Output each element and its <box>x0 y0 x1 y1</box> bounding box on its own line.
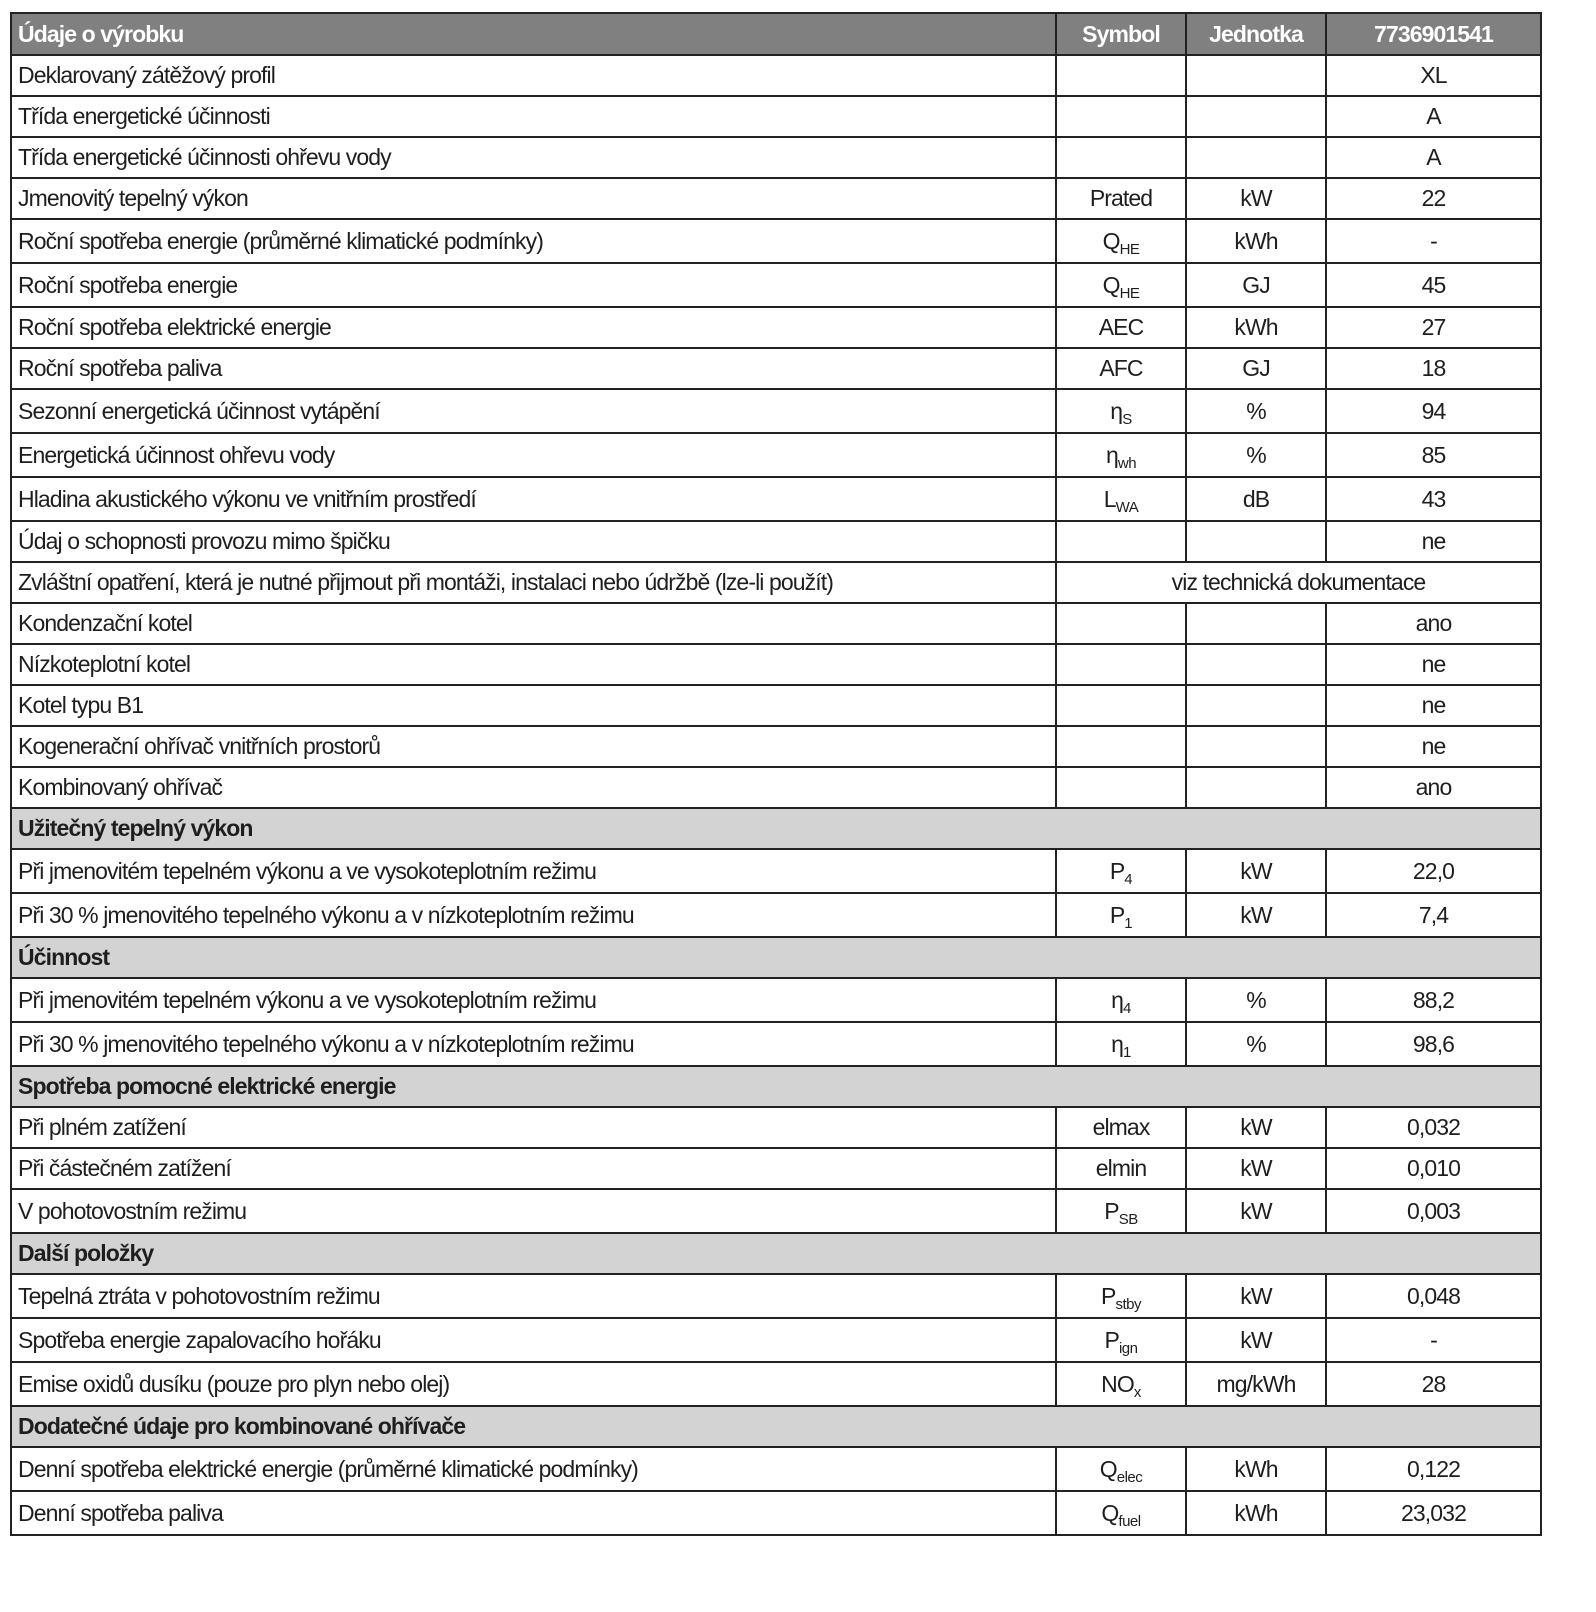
symbol-subscript: stby <box>1115 1295 1141 1313</box>
table-body <box>11 55 1541 1535</box>
row-value: 94 <box>1326 389 1541 433</box>
symbol-subscript: 1 <box>1124 914 1133 932</box>
table-row <box>11 726 1541 767</box>
table-row-special-measures <box>11 562 1541 603</box>
row-value: 18 <box>1326 348 1541 389</box>
row-value: 0,003 <box>1326 1189 1541 1233</box>
product-data-table <box>10 12 1542 1536</box>
row-symbol <box>1056 1107 1186 1148</box>
row-unit: kW <box>1186 1107 1326 1148</box>
table-row <box>11 767 1541 808</box>
row-symbol <box>1056 263 1186 307</box>
section-header-row <box>11 1066 1541 1107</box>
row-unit: kW <box>1186 849 1326 893</box>
symbol-subscript: WA <box>1115 498 1139 516</box>
row-label: Třída energetické účinnosti ohřevu vody <box>11 137 1056 178</box>
table-row <box>11 263 1541 307</box>
row-unit: kW <box>1186 1274 1326 1318</box>
section-header-row <box>11 1406 1541 1447</box>
symbol-main: η <box>1105 441 1118 468</box>
row-symbol <box>1056 978 1186 1022</box>
symbol-subscript: fuel <box>1118 1512 1141 1530</box>
section-header-row <box>11 808 1541 849</box>
row-label: Při jmenovitém tepelném výkonu a ve vysokoteplotním režimu <box>11 978 1056 1022</box>
row-value: 7,4 <box>1326 893 1541 937</box>
table-row <box>11 219 1541 263</box>
row-unit: kW <box>1186 1189 1326 1233</box>
row-symbol <box>1056 348 1186 389</box>
row-value: 22 <box>1326 178 1541 219</box>
table-row <box>11 1318 1541 1362</box>
row-unit: kWh <box>1186 1491 1326 1535</box>
row-symbol <box>1056 1491 1186 1535</box>
symbol-main: η <box>1110 397 1123 424</box>
table-row <box>11 1362 1541 1406</box>
symbol-subscript: 4 <box>1124 870 1133 888</box>
row-label: Údaj o schopnosti provozu mimo špičku <box>11 521 1056 562</box>
symbol-main: AEC <box>1098 314 1144 340</box>
symbol-main: elmin <box>1095 1155 1147 1181</box>
row-unit <box>1186 603 1326 644</box>
row-value: 28 <box>1326 1362 1541 1406</box>
row-value: 27 <box>1326 307 1541 348</box>
table-row <box>11 1447 1541 1491</box>
row-label: Při 30 % jmenovitého tepelného výkonu a v nízkoteplotním režimu <box>11 1022 1056 1066</box>
row-label: Roční spotřeba energie <box>11 263 1056 307</box>
row-value: 0,048 <box>1326 1274 1541 1318</box>
header-value: 7736901541 <box>1326 13 1541 55</box>
row-symbol <box>1056 1318 1186 1362</box>
section-title: Užitečný tepelný výkon <box>11 808 1541 849</box>
row-symbol <box>1056 389 1186 433</box>
row-label: Energetická účinnost ohřevu vody <box>11 433 1056 477</box>
symbol-main: elmax <box>1092 1114 1150 1140</box>
row-symbol <box>1056 55 1186 96</box>
table-row <box>11 1491 1541 1535</box>
row-unit: % <box>1186 1022 1326 1066</box>
table-row <box>11 307 1541 348</box>
symbol-subscript: SB <box>1118 1210 1138 1228</box>
row-unit: % <box>1186 978 1326 1022</box>
row-symbol <box>1056 685 1186 726</box>
header-unit: Jednotka <box>1186 13 1326 55</box>
symbol-main: AFC <box>1099 355 1143 381</box>
row-value: - <box>1326 1318 1541 1362</box>
row-symbol <box>1056 178 1186 219</box>
row-symbol <box>1056 1447 1186 1491</box>
row-value: 85 <box>1326 433 1541 477</box>
row-unit: kW <box>1186 893 1326 937</box>
row-label: Jmenovitý tepelný výkon <box>11 178 1056 219</box>
table-row <box>11 477 1541 521</box>
row-value: 0,032 <box>1326 1107 1541 1148</box>
row-unit: % <box>1186 389 1326 433</box>
row-label: Při plném zatížení <box>11 1107 1056 1148</box>
row-label: Spotřeba energie zapalovacího hořáku <box>11 1318 1056 1362</box>
table-row <box>11 55 1541 96</box>
table-row <box>11 348 1541 389</box>
row-label: Při 30 % jmenovitého tepelného výkonu a v nízkoteplotním režimu <box>11 893 1056 937</box>
row-unit <box>1186 644 1326 685</box>
row-value: 0,122 <box>1326 1447 1541 1491</box>
symbol-subscript: wh <box>1117 454 1137 472</box>
row-value: ano <box>1326 767 1541 808</box>
row-symbol <box>1056 137 1186 178</box>
row-symbol <box>1056 1274 1186 1318</box>
symbol-main: η <box>1111 1030 1124 1057</box>
row-unit <box>1186 685 1326 726</box>
symbol-subscript: ign <box>1118 1339 1138 1357</box>
table-row <box>11 433 1541 477</box>
table-row <box>11 178 1541 219</box>
table-row <box>11 644 1541 685</box>
row-label: Tepelná ztráta v pohotovostním režimu <box>11 1274 1056 1318</box>
symbol-main: Prated <box>1089 185 1153 211</box>
row-unit: kWh <box>1186 307 1326 348</box>
symbol-subscript: elec <box>1116 1468 1143 1486</box>
table-row <box>11 1148 1541 1189</box>
row-label: Emise oxidů dusíku (pouze pro plyn nebo olej) <box>11 1362 1056 1406</box>
table-row <box>11 96 1541 137</box>
row-value: ne <box>1326 726 1541 767</box>
row-value-merged: viz technická dokumentace <box>1056 562 1541 603</box>
row-value: ano <box>1326 603 1541 644</box>
section-header-row <box>11 937 1541 978</box>
symbol-main: P <box>1109 901 1125 928</box>
row-value: 43 <box>1326 477 1541 521</box>
table-header-row <box>11 13 1541 55</box>
row-symbol <box>1056 219 1186 263</box>
row-symbol <box>1056 893 1186 937</box>
section-title: Spotřeba pomocné elektrické energie <box>11 1066 1541 1107</box>
row-value: 0,010 <box>1326 1148 1541 1189</box>
table-row <box>11 137 1541 178</box>
row-unit: mg/kWh <box>1186 1362 1326 1406</box>
table-row <box>11 521 1541 562</box>
row-unit: % <box>1186 433 1326 477</box>
symbol-subscript: HE <box>1119 284 1140 302</box>
row-value: A <box>1326 96 1541 137</box>
symbol-main: L <box>1103 485 1116 512</box>
table-row <box>11 603 1541 644</box>
symbol-main: P <box>1101 1282 1116 1309</box>
row-label: Roční spotřeba energie (průměrné klimatické podmínky) <box>11 219 1056 263</box>
section-header-row <box>11 1233 1541 1274</box>
row-symbol <box>1056 1189 1186 1233</box>
table-row <box>11 1189 1541 1233</box>
row-unit: dB <box>1186 477 1326 521</box>
row-symbol <box>1056 1022 1186 1066</box>
row-label: Kogenerační ohřívač vnitřních prostorů <box>11 726 1056 767</box>
symbol-main: Q <box>1101 1499 1119 1526</box>
table-row <box>11 893 1541 937</box>
table-row <box>11 978 1541 1022</box>
symbol-main: Q <box>1102 227 1120 254</box>
row-unit <box>1186 137 1326 178</box>
row-label: Roční spotřeba elektrické energie <box>11 307 1056 348</box>
row-value: 23,032 <box>1326 1491 1541 1535</box>
row-label: Roční spotřeba paliva <box>11 348 1056 389</box>
row-unit: kW <box>1186 1318 1326 1362</box>
symbol-subscript: 1 <box>1123 1043 1131 1061</box>
table-row <box>11 685 1541 726</box>
row-symbol <box>1056 767 1186 808</box>
table-row <box>11 849 1541 893</box>
section-title: Účinnost <box>11 937 1541 978</box>
row-label: Deklarovaný zátěžový profil <box>11 55 1056 96</box>
row-label: Při částečném zatížení <box>11 1148 1056 1189</box>
section-title: Dodatečné údaje pro kombinované ohřívače <box>11 1406 1541 1447</box>
row-value: 22,0 <box>1326 849 1541 893</box>
row-unit: kW <box>1186 1148 1326 1189</box>
row-label: Denní spotřeba paliva <box>11 1491 1056 1535</box>
row-symbol <box>1056 849 1186 893</box>
row-label: Třída energetické účinnosti <box>11 96 1056 137</box>
row-symbol <box>1056 477 1186 521</box>
row-symbol <box>1056 307 1186 348</box>
row-unit <box>1186 767 1326 808</box>
row-symbol <box>1056 1148 1186 1189</box>
row-value: 88,2 <box>1326 978 1541 1022</box>
header-symbol: Symbol <box>1056 13 1186 55</box>
row-value: ne <box>1326 644 1541 685</box>
row-label: Hladina akustického výkonu ve vnitřním prostředí <box>11 477 1056 521</box>
row-symbol <box>1056 603 1186 644</box>
row-unit: GJ <box>1186 263 1326 307</box>
symbol-main: NO <box>1101 1370 1134 1397</box>
row-value: ne <box>1326 521 1541 562</box>
row-unit: GJ <box>1186 348 1326 389</box>
row-label: Při jmenovitém tepelném výkonu a ve vysokoteplotním režimu <box>11 849 1056 893</box>
row-label: V pohotovostním režimu <box>11 1189 1056 1233</box>
row-label: Kondenzační kotel <box>11 603 1056 644</box>
row-label: Zvláštní opatření, která je nutné přijmout při montáži, instalaci nebo údržbě (lze-li použít) <box>11 562 1056 603</box>
row-symbol <box>1056 726 1186 767</box>
row-value: 45 <box>1326 263 1541 307</box>
table-row <box>11 1022 1541 1066</box>
row-unit: kWh <box>1186 219 1326 263</box>
row-value: XL <box>1326 55 1541 96</box>
row-label: Nízkoteplotní kotel <box>11 644 1056 685</box>
symbol-subscript: HE <box>1119 240 1140 258</box>
row-label: Sezonní energetická účinnost vytápění <box>11 389 1056 433</box>
row-label: Denní spotřeba elektrické energie (průměrné klimatické podmínky) <box>11 1447 1056 1491</box>
row-label: Kombinovaný ohřívač <box>11 767 1056 808</box>
symbol-main: P <box>1104 1326 1119 1353</box>
row-unit: kW <box>1186 178 1326 219</box>
symbol-main: Q <box>1102 271 1120 298</box>
symbol-main: P <box>1109 857 1125 884</box>
header-label: Údaje o výrobku <box>11 13 1056 55</box>
row-unit: kWh <box>1186 1447 1326 1491</box>
row-value: A <box>1326 137 1541 178</box>
symbol-main: η <box>1111 986 1124 1013</box>
row-value: - <box>1326 219 1541 263</box>
row-symbol <box>1056 96 1186 137</box>
table-row <box>11 1107 1541 1148</box>
row-symbol <box>1056 521 1186 562</box>
symbol-main: Q <box>1099 1455 1117 1482</box>
symbol-subscript: x <box>1133 1383 1141 1401</box>
symbol-main: P <box>1104 1197 1119 1224</box>
symbol-subscript: S <box>1122 410 1132 428</box>
row-value: 98,6 <box>1326 1022 1541 1066</box>
section-title: Další položky <box>11 1233 1541 1274</box>
row-unit <box>1186 521 1326 562</box>
table-row <box>11 389 1541 433</box>
row-label: Kotel typu B1 <box>11 685 1056 726</box>
row-symbol <box>1056 433 1186 477</box>
row-unit <box>1186 55 1326 96</box>
row-unit <box>1186 726 1326 767</box>
row-symbol <box>1056 644 1186 685</box>
row-symbol <box>1056 1362 1186 1406</box>
table-row <box>11 1274 1541 1318</box>
symbol-subscript: 4 <box>1123 999 1131 1017</box>
row-value: ne <box>1326 685 1541 726</box>
row-unit <box>1186 96 1326 137</box>
